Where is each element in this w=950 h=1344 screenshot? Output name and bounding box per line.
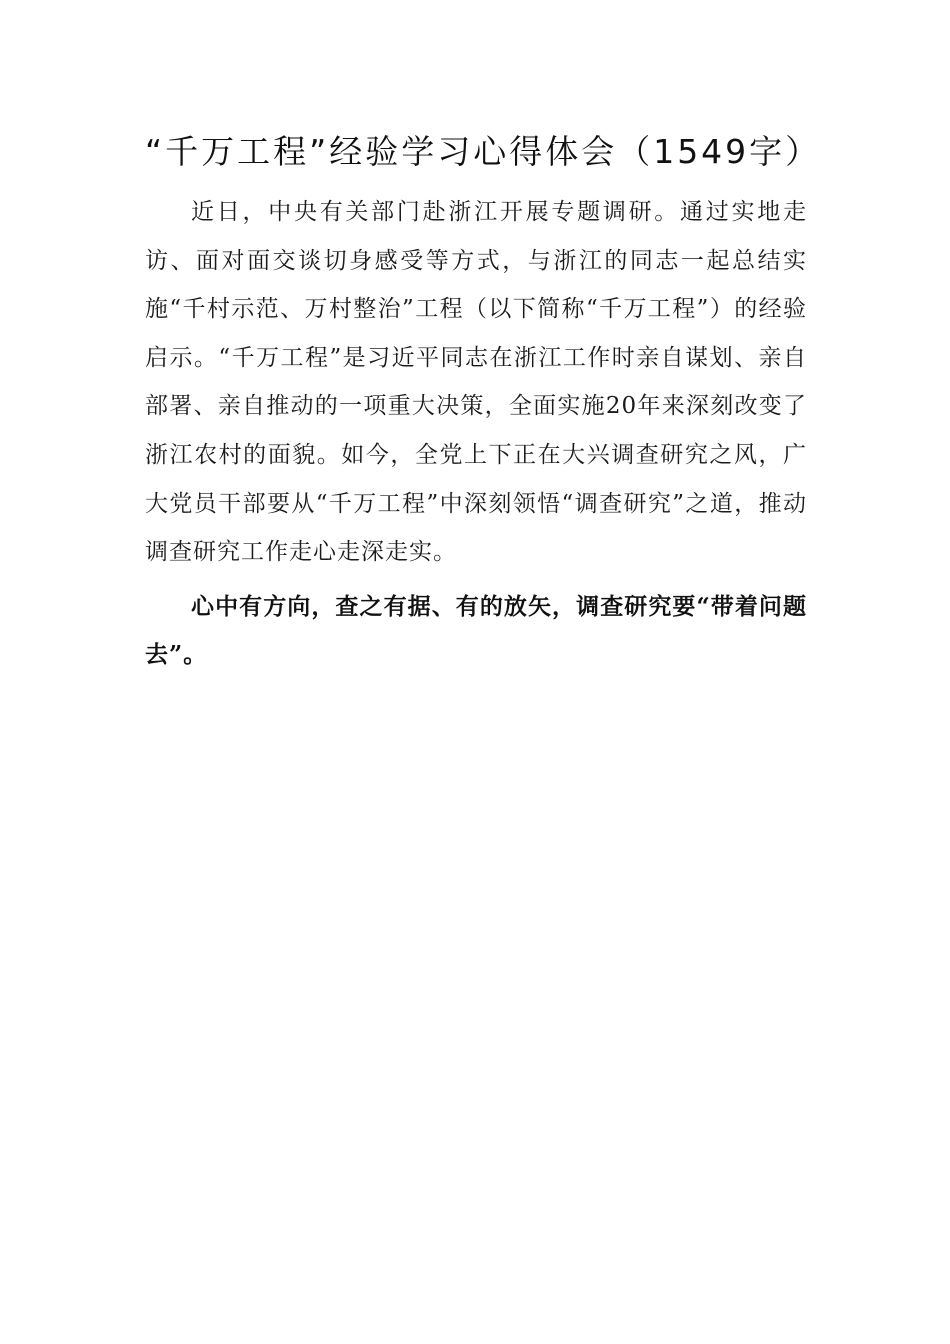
document-title: “千万工程”经验学习心得体会（1549字） [145,132,822,171]
document-body [145,128,822,680]
body-paragraph-intro: 近日，中央有关部门赴浙江开展专题调研。通过实地走访、面对面交谈切身感受等方式，与浙江的同志一起总结实施“千村示范、万村整治”工程（以下简称“千万工程”）的经验启示。“千万工程”是习近平同志在浙江工作时亲自谋划、亲自部署、亲自推动的一项重大决策，全面实施20年来深刻改变了浙江农村的面貌。如今，全党上下正在大兴调查研究之风，广大党员干部要从“千万工程”中深刻领悟“调查研究”之道，推动调查研究工作走心走深走实。 [145,199,807,566]
section-heading-paragraph: 心中有方向，查之有据、有的放矢，调查研究要“带着问题去”。 [145,592,807,669]
